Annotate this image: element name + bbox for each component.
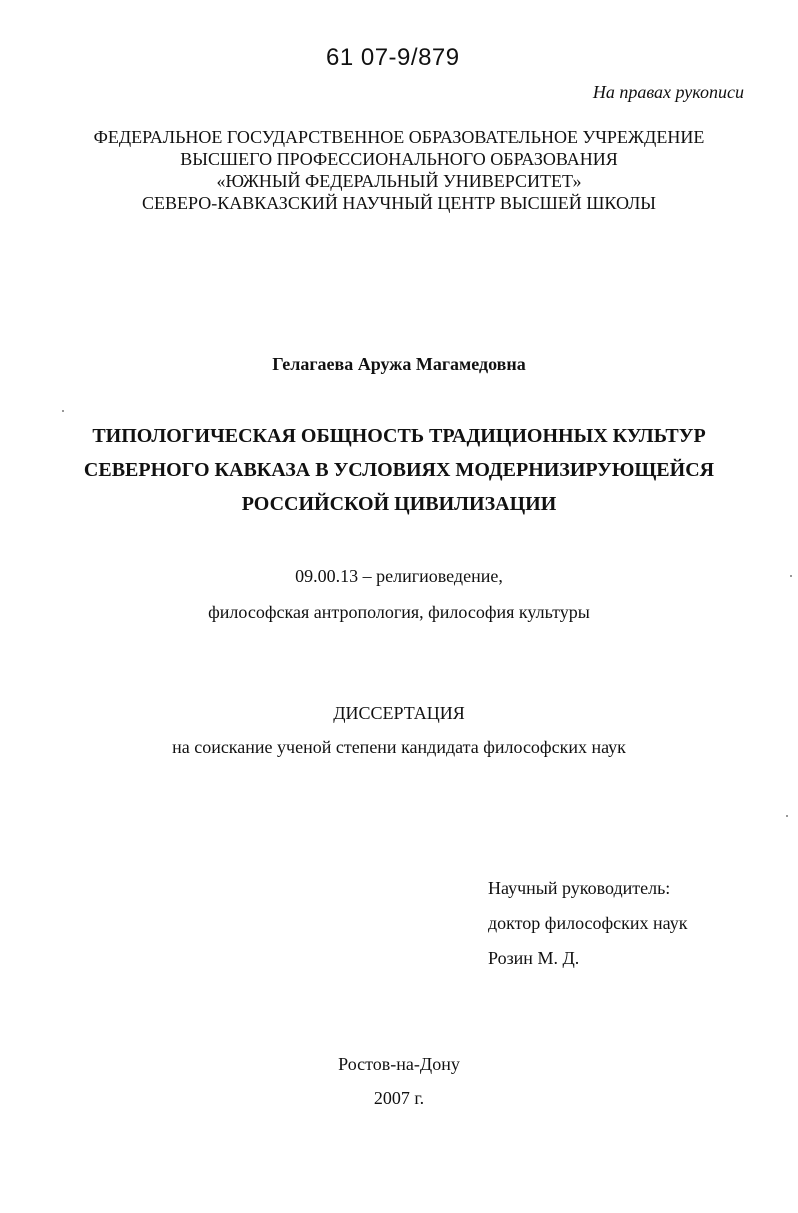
supervisor-label: Научный руководитель: — [488, 878, 671, 898]
supervisor-degree: доктор философских наук — [488, 913, 688, 933]
rights-note: На правах рукописи — [592, 82, 744, 102]
place: Ростов-на-Дону — [338, 1054, 460, 1074]
institution-line-1: ФЕДЕРАЛЬНОЕ ГОСУДАРСТВЕННОЕ ОБРАЗОВАТЕЛЬНОЕ УЧРЕЖДЕНИЕ — [93, 127, 705, 147]
institution-line-2: ВЫСШЕГО ПРОФЕССИОНАЛЬНОГО ОБРАЗОВАНИЯ — [180, 149, 618, 169]
supervisor-name: Розин М. Д. — [488, 948, 580, 968]
scan-speck — [790, 575, 792, 577]
title-line-3: РОССИЙСКОЙ ЦИВИЛИЗАЦИИ — [241, 493, 557, 515]
title-line-1: ТИПОЛОГИЧЕСКАЯ ОБЩНОСТЬ ТРАДИЦИОННЫХ КУЛЬТУР — [92, 425, 706, 447]
specialty-line-2: философская антропология, философия культуры — [208, 602, 590, 622]
institution-line-3: «ЮЖНЫЙ ФЕДЕРАЛЬНЫЙ УНИВЕРСИТЕТ» — [216, 171, 582, 191]
institution-line-4: СЕВЕРО-КАВКАЗСКИЙ НАУЧНЫЙ ЦЕНТР ВЫСШЕЙ ШКОЛЫ — [142, 193, 656, 213]
scan-speck — [786, 815, 788, 817]
year: 2007 г. — [373, 1088, 425, 1108]
work-type-label: ДИССЕРТАЦИЯ — [333, 703, 465, 723]
catalog-number: 61 07-9/879 — [326, 44, 460, 71]
title-line-2: СЕВЕРНОГО КАВКАЗА В УСЛОВИЯХ МОДЕРНИЗИРУЮЩЕЙСЯ — [83, 459, 715, 481]
author-name: Гелагаева Аружа Магамедовна — [272, 354, 526, 374]
work-type-purpose: на соискание ученой степени кандидата философских наук — [172, 737, 626, 757]
specialty-line-1: 09.00.13 – религиоведение, — [295, 566, 503, 586]
scan-speck — [62, 410, 64, 412]
